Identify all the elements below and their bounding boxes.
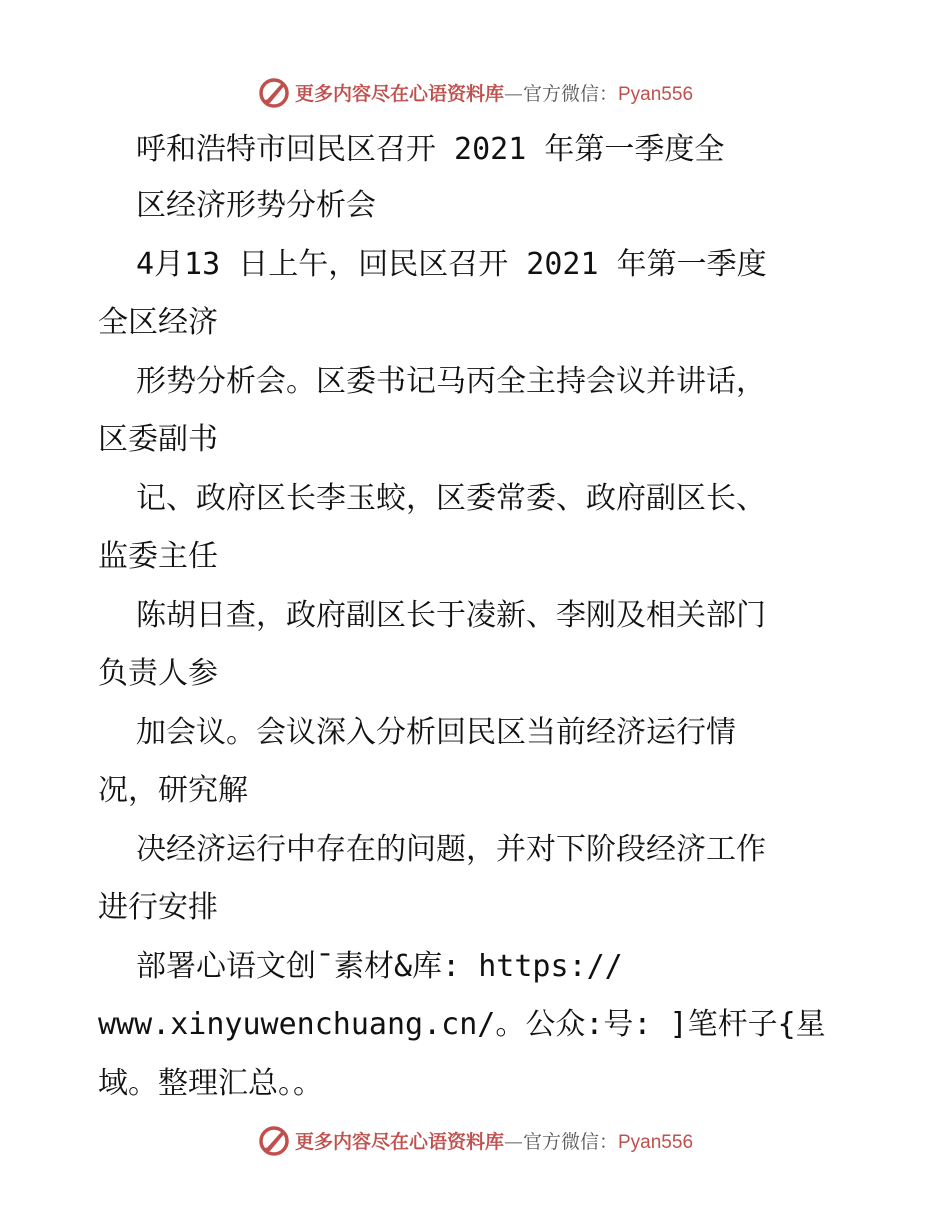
doc-line: 况，研究解 [98, 773, 248, 808]
header-banner [0, 72, 950, 112]
header-banner-main: 更多内容尽在心语资料库 [294, 82, 504, 105]
doc-line: 全区经济 [98, 305, 218, 340]
footer-banner-wechat-label: 官方微信： [522, 1130, 618, 1153]
doc-line: 陈胡日查，政府副区长于凌新、李刚及相关部门 [136, 598, 766, 633]
doc-title-line-2: 区经济形势分析会 [136, 188, 376, 223]
doc-line: 记、政府区长李玉蛟，区委常委、政府副区长、 [136, 481, 766, 516]
doc-line: 区委副书 [98, 422, 218, 457]
doc-line: 4月13 日上午，回民区召开 2021 年第一季度 [136, 247, 767, 282]
footer-banner-separator: — [503, 1130, 523, 1153]
doc-line: www.xinyuwenchuang.cn/。公众:号: ]笔杆子{星 [98, 1007, 826, 1042]
doc-line: 加会议。会议深入分析回民区当前经济运行情 [136, 715, 736, 750]
header-banner-text [295, 79, 693, 106]
doc-line: 监委主任 [98, 539, 218, 574]
header-banner-separator: — [503, 82, 523, 105]
footer-banner-wechat-id: Pyan556 [618, 1131, 694, 1153]
doc-line: 部署心语文创¯素材&库: https:// [136, 949, 623, 984]
doc-line: 形势分析会。区委书记马丙全主持会议并讲话， [136, 364, 766, 399]
brush-logo-icon [257, 75, 291, 109]
footer-banner [0, 1120, 950, 1160]
doc-line: 进行安排 [98, 890, 218, 925]
header-banner-wechat-id: Pyan556 [618, 83, 694, 105]
footer-banner-text [295, 1127, 693, 1154]
doc-line: 负责人参 [98, 656, 218, 691]
doc-title-line-1: 呼和浩特市回民区召开 2021 年第一季度全 [136, 132, 725, 167]
header-banner-wechat-label: 官方微信： [522, 82, 618, 105]
doc-line: 域。整理汇总。。 [98, 1066, 323, 1101]
brush-logo-icon [257, 1123, 291, 1157]
footer-banner-main: 更多内容尽在心语资料库 [294, 1130, 504, 1153]
doc-line: 决经济运行中存在的问题，并对下阶段经济工作 [136, 832, 766, 867]
